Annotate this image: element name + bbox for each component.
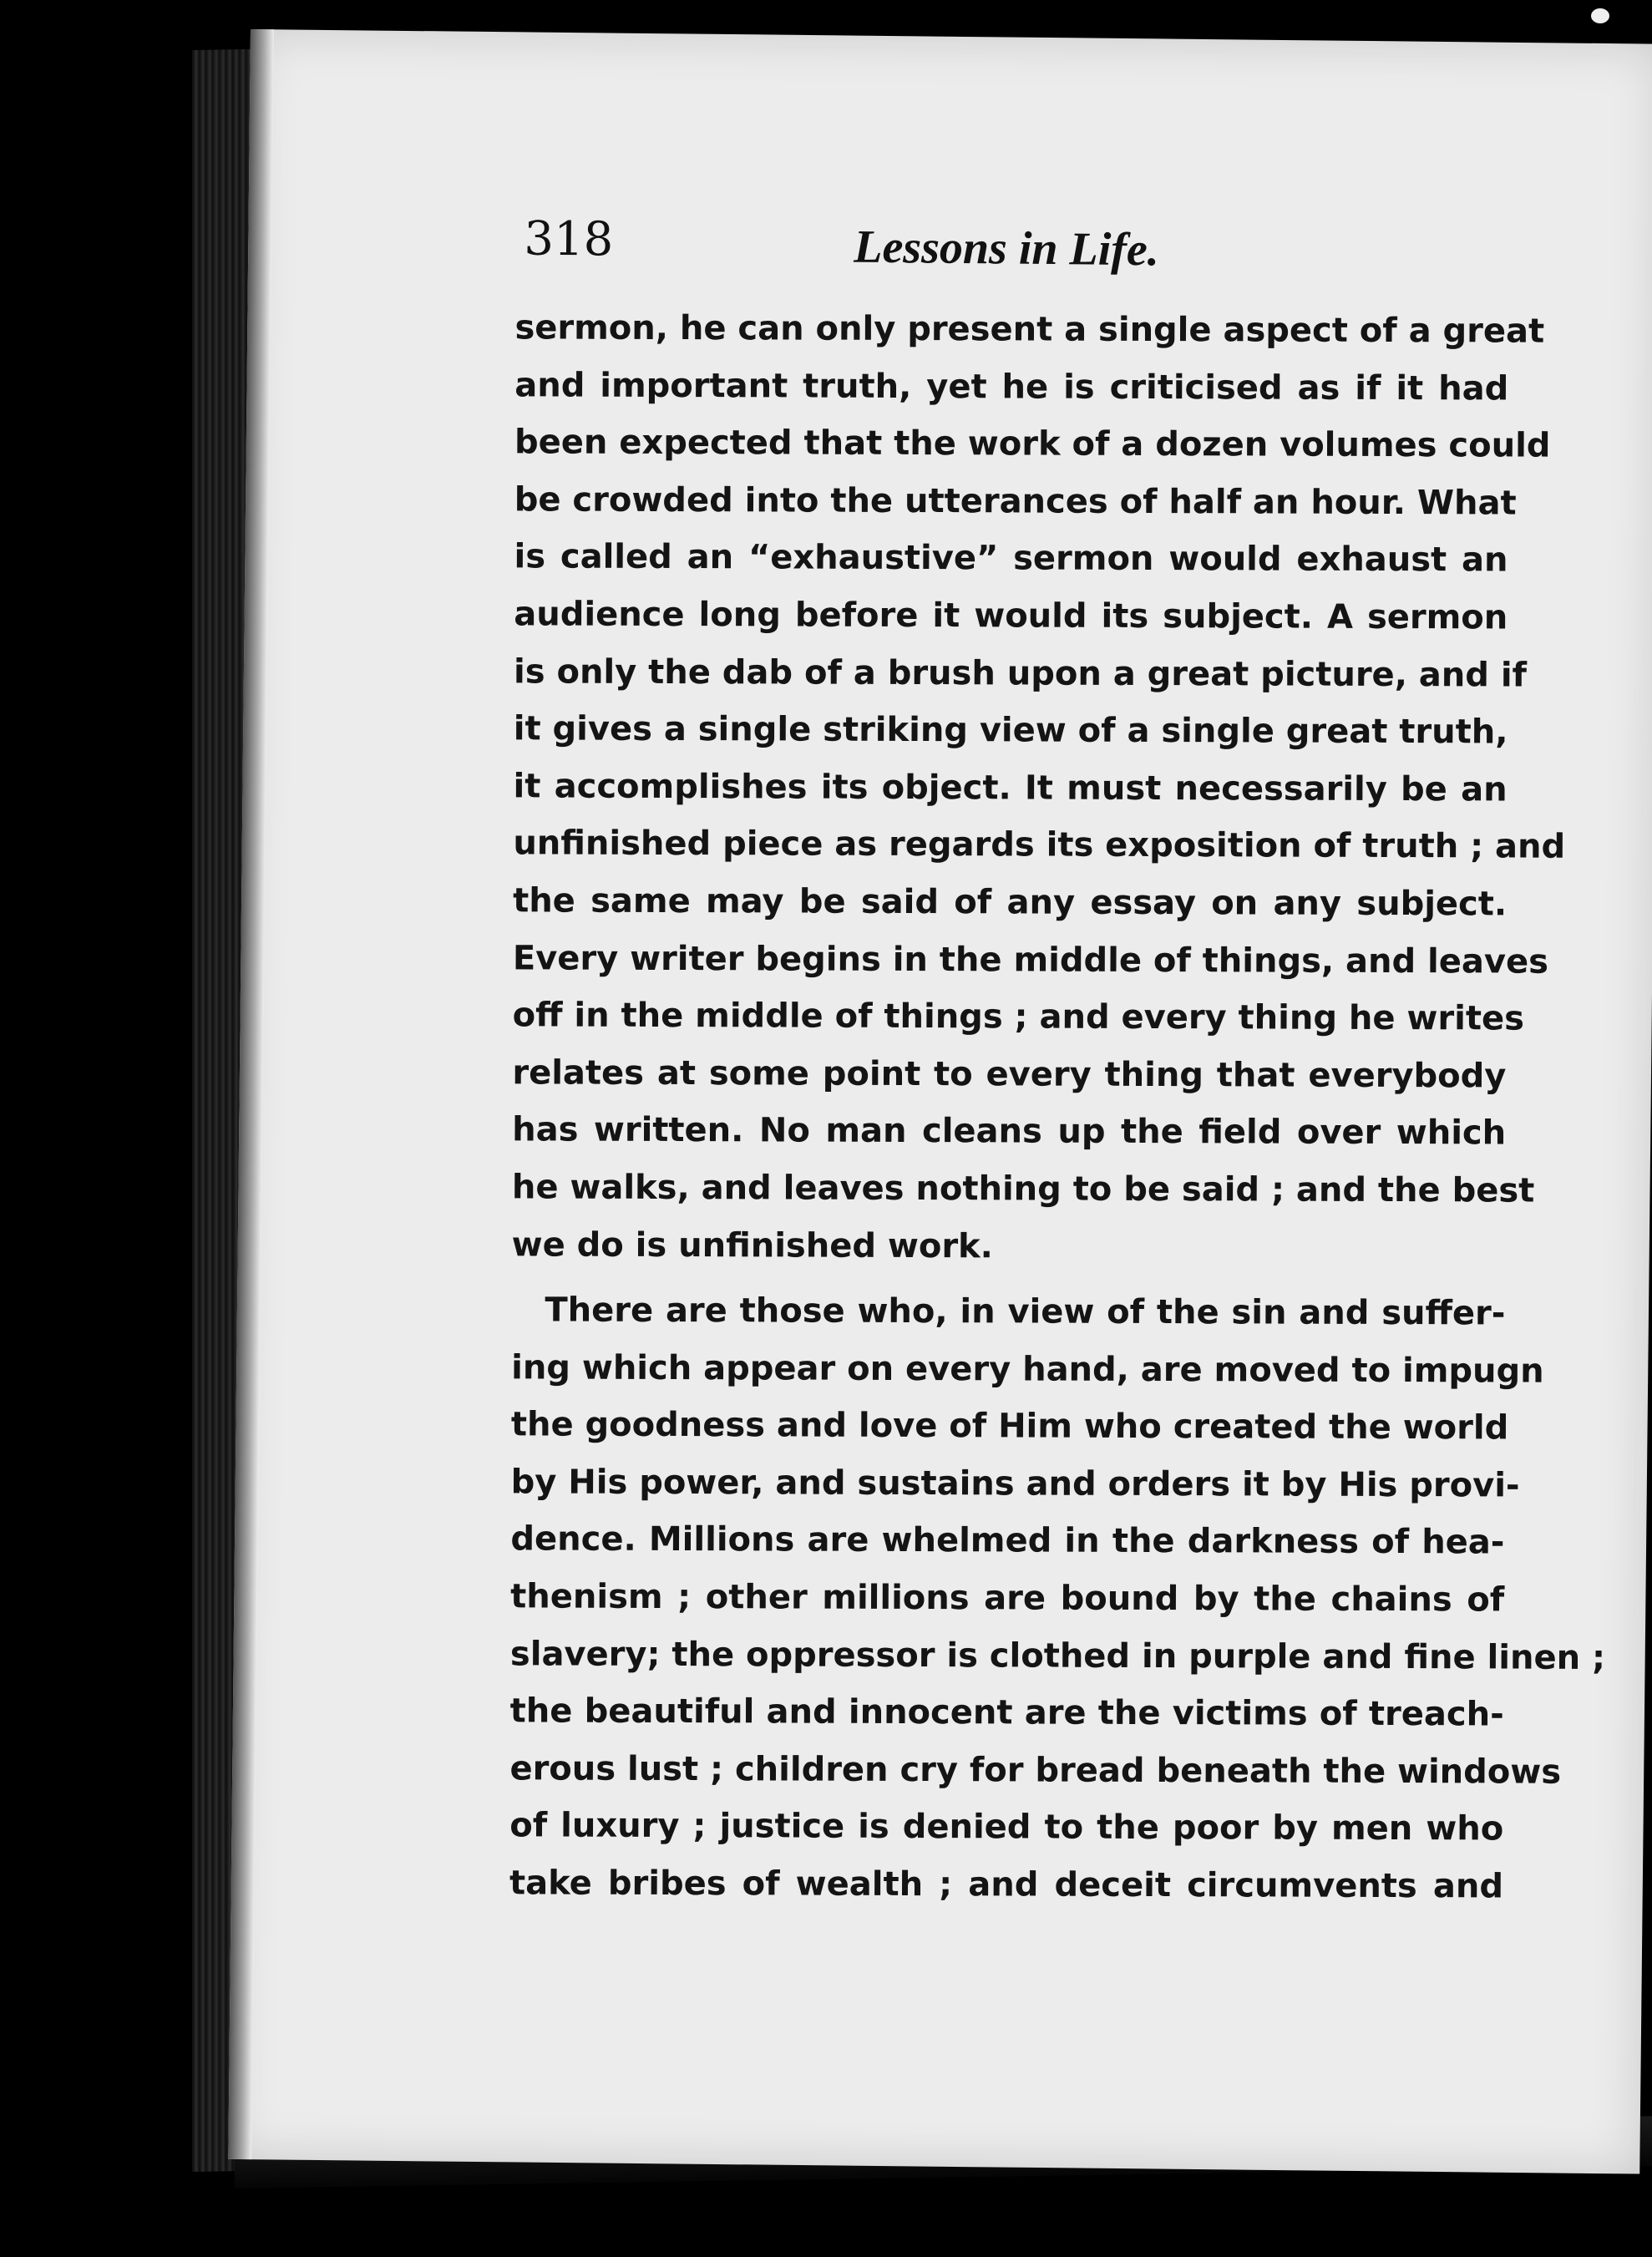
text-line: unfinished piece as regards its exposition of truth ; and [513,824,1566,867]
text-line: it accomplishes its object. It must necessarily be an [513,767,1508,809]
text-line: slavery; the oppressor is clothed in purple and fine linen ; [509,1634,1606,1677]
text-line: is only the dab of a brush upon a great picture, and if [513,652,1528,695]
text-line: he walks, and leaves nothing to be said ; and the best [511,1168,1535,1210]
text-line: the beautiful and innocent are the victims of treach- [509,1691,1504,1734]
text-line: sermon, he can only present a single aspect of a great [514,308,1545,351]
paragraph [509,1281,1606,1915]
running-title: Lessons in Life. [853,221,1160,276]
text-line: be crowded into the utterances of half an hour. What [514,480,1517,523]
text-line: off in the middle of things ; and every thing he writes [512,996,1525,1038]
paragraph [511,299,1566,1276]
text-line: thenism ; other millions are bound by the chains of [510,1577,1505,1620]
text-line: the goodness and love of Him who created the world [510,1405,1509,1448]
text-line: by His power, and sustains and orders it by His provi- [510,1463,1520,1505]
text-line: Every writer begins in the middle of things, and leaves [512,938,1549,981]
text-line: we do is unfinished work. [511,1225,993,1265]
body-text [509,299,1606,1915]
scan-speck [1591,8,1609,23]
text-line: There are those who, in view of the sin and suffer- [545,1291,1506,1333]
text-line: been expected that the work of a dozen volumes could [514,423,1551,465]
text-line: take bribes of wealth ; and deceit circumvents and [509,1864,1504,1906]
text-line: relates at some point to every thing that everybody [512,1053,1507,1096]
text-line: erous lust ; children cry for bread beneath the windows [509,1749,1562,1792]
text-line: it gives a single striking view of a single great truth, [513,709,1508,752]
text-line: and important truth, yet he is criticised as if it had [514,365,1509,408]
text-line: of luxury ; justice is denied to the poor by men who [509,1806,1504,1849]
text-line: ing which appear on every hand, are moved to impugn [511,1348,1544,1391]
text-line: the same may be said of any essay on any subject. [513,881,1508,924]
book-page [228,29,1652,2174]
text-line: audience long before it would its subject. A sermon [514,595,1508,637]
running-head [524,211,1510,280]
text-line: dence. Millions are whelmed in the darkness of hea- [510,1519,1505,1562]
text-line: has written. No man cleans up the field over which [512,1110,1507,1153]
text-line: is called an “exhaustive” sermon would exhaust an [514,537,1508,580]
page-number: 318 [524,211,614,267]
